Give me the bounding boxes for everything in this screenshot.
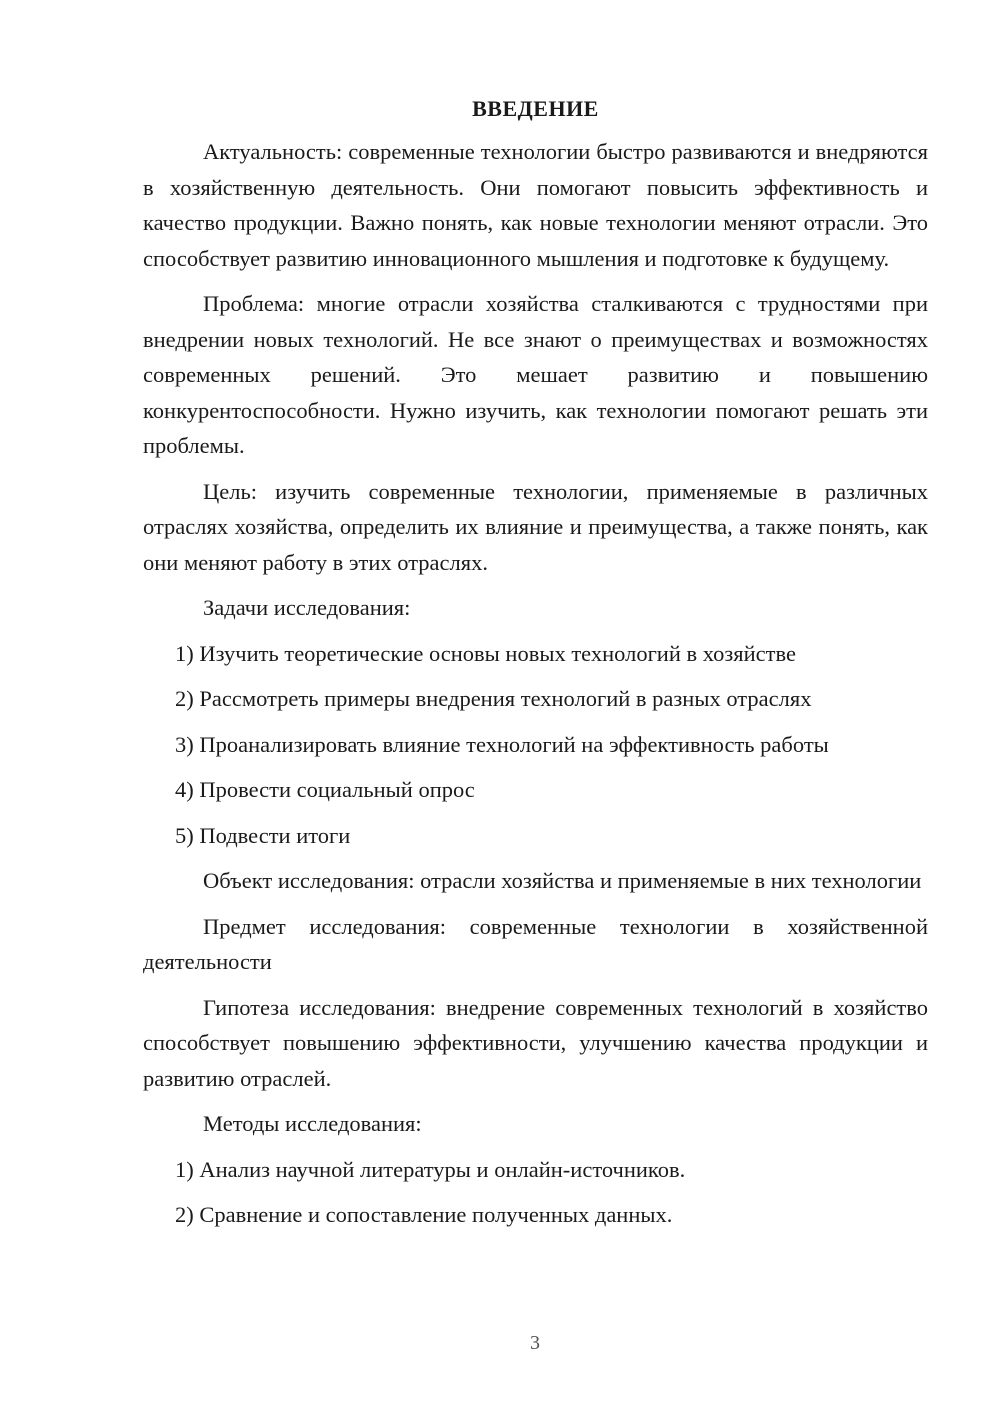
document-page	[143, 92, 928, 1243]
list-item: 3) Проанализировать влияние технологий на эффективность работы	[175, 731, 829, 757]
goal-paragraph: Цель: изучить современные технологии, применяемые в различных отраслях хозяйства, определить их влияние и преимущества, а также понять, как они меняют работу в этих отраслях.	[143, 478, 928, 575]
list-item: 4) Провести социальный опрос	[175, 777, 475, 802]
list-item: 5) Подвести итоги	[175, 822, 351, 848]
tasks-list	[143, 636, 928, 854]
methods-list	[143, 1152, 928, 1233]
problem-paragraph: Проблема: многие отрасли хозяйства сталкиваются с трудностями при внедрении новых технологий. Не все знают о преимуществах и возможностях современных решений. Это мешает развитию и повышению конкурентоспособности. Нужно изучить, как технологии помогают решать эти проблемы.	[143, 291, 928, 458]
list-item: 2) Рассмотреть примеры внедрения технологий в разных отраслях	[175, 686, 812, 711]
list-item: 1) Анализ научной литературы и онлайн-источников.	[175, 1156, 686, 1182]
methods-label: Методы исследования:	[203, 1111, 422, 1136]
page-title: ВВЕДЕНИЕ	[472, 96, 599, 121]
subject-paragraph: Предмет исследования: современные технологии в хозяйственной деятельности	[143, 913, 928, 974]
list-item: 2) Сравнение и сопоставление полученных данных.	[175, 1202, 673, 1227]
hypothesis-paragraph: Гипотеза исследования: внедрение современных технологий в хозяйство способствует повышению эффективности, улучшению качества продукции и развитию отраслей.	[143, 994, 928, 1091]
tasks-label: Задачи исследования:	[203, 595, 411, 620]
relevance-paragraph: Актуальность: современные технологии быстро развиваются и внедряются в хозяйственную деятельность. Они помогают повысить эффективность и качество продукции. Важно понять, как новые технологии меняют отрасли. Это способствует развитию инновационного мышления и подготовке к будущему.	[143, 139, 928, 271]
page-number: 3	[530, 1332, 540, 1354]
object-paragraph: Объект исследования: отрасли хозяйства и применяемые в них технологии	[203, 868, 922, 893]
list-item: 1) Изучить теоретические основы новых технологий в хозяйстве	[175, 640, 796, 666]
